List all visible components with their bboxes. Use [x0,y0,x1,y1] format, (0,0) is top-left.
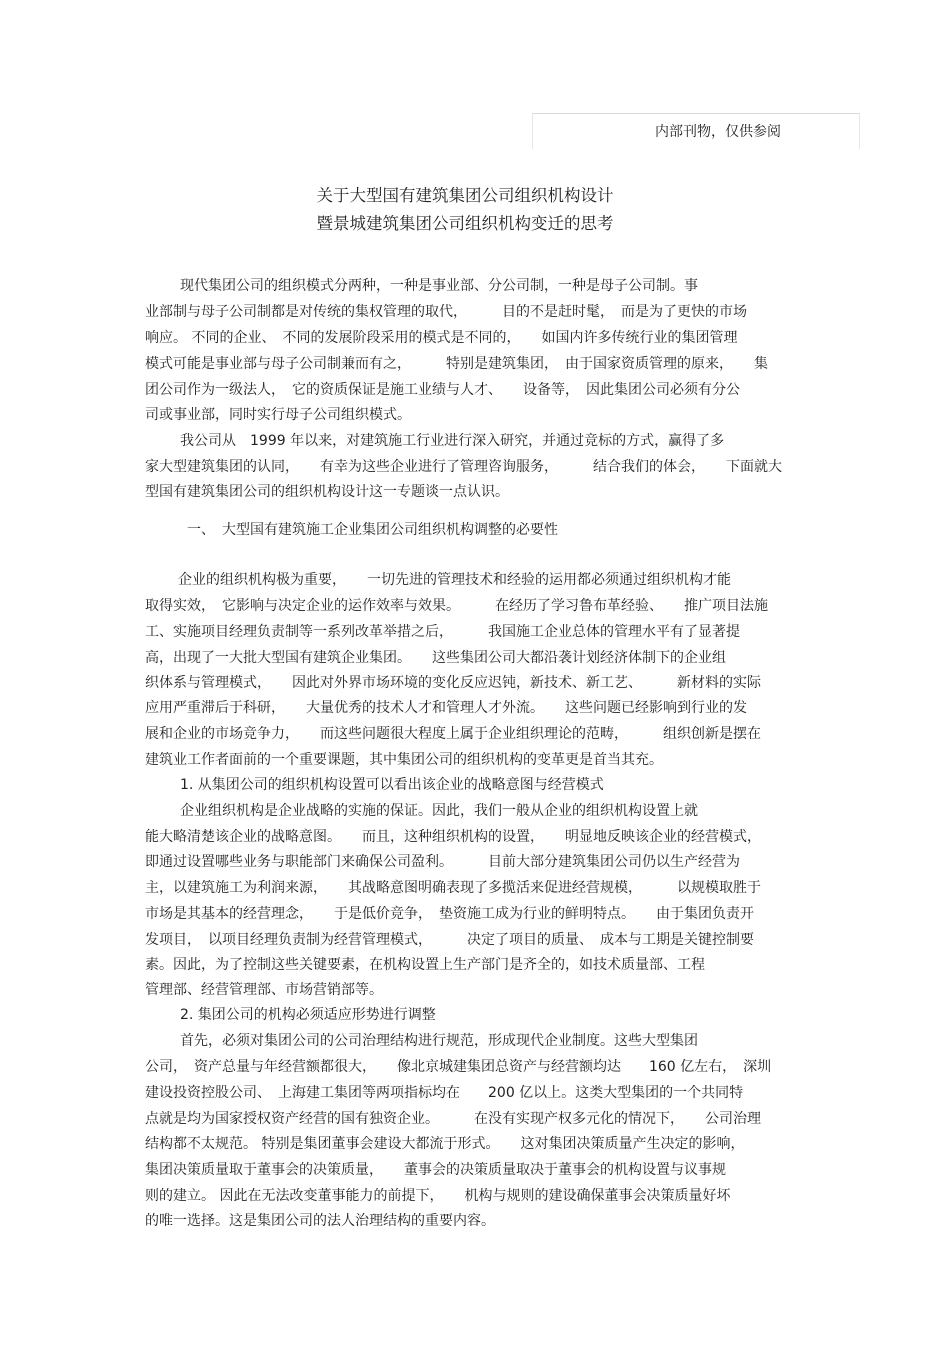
body-line: 即通过设置哪些业务与职能部门来确保公司盈利。 目前大部分建筑集团公司仍以生产经营为 [145,854,740,870]
body-line: 建筑业工作者面前的一个重要课题，其中集团公司的组织机构的变革更是首当其充。 [145,752,663,768]
title-line-2: 暨景城建筑集团公司组织机构变迁的思考 [316,214,614,233]
subsection-heading: 2. 集团公司的机构必须适应形势进行调整 [180,1007,436,1023]
body-line: 型国有建筑集团公司的组织机构设计这一专题谈一点认识。 [145,484,509,500]
body-line: 团公司作为一级法人， 它的资质保证是施工业绩与人才、 设备等， 因此集团公司必须有分公 [145,382,740,398]
body-line: 则的建立。 因此在无法改变董事能力的前提下， 机构与规则的建设确保董事会决策质量好坏 [145,1188,731,1204]
body-line: 我公司从 1999 年以来，对建筑施工行业进行深入研究，并通过竞标的方式，赢得了多 [180,433,725,449]
body-line: 公司， 资产总量与年经营额都很大， 像北京城建集团总资产与经营额均达 160 亿左右， 深圳 [145,1059,772,1075]
body-line: 企业组织机构是企业战略的实施的保证。因此，我们一般从企业的组织机构设置上就 [180,803,698,819]
body-line: 响应。 不同的企业、 不同的发展阶段采用的模式是不同的， 如国内许多传统行业的集团管理 [145,330,738,346]
body-line: 应用严重滞后于科研， 大量优秀的技术人才和管理人才外流。 这些问题已经影响到行业的发 [145,700,747,716]
body-line: 业部制与母子公司制都是对传统的集权管理的取代， 目的不是赶时髦， 而是为了更快的市场 [145,304,747,320]
body-line: 司或事业部，同时实行母子公司组织模式。 [145,407,411,423]
title-line-1: 关于大型国有建筑集团公司组织机构设计 [316,186,614,205]
body-line: 市场是其基本的经营理念， 于是低价竞争， 垫资施工成为行业的鲜明特点。 由于集团负责开 [145,906,754,922]
body-line: 集团决策质量取于董事会的决策质量， 董事会的决策质量取决于董事会的机构设置与议事规 [145,1162,726,1178]
body-line: 素。因此，为了控制这些关键要素，在机构设置上生产部门是齐全的，如技术质量部、工程 [145,957,705,973]
body-line: 管理部、经营管理部、市场营销部等。 [145,982,383,998]
body-line: 点就是均为国家授权资产经营的国有独资企业。 在没有实现产权多元化的情况下， 公司治理 [145,1111,761,1127]
body-line: 建设投资控股公司、 上海建工集团等两项指标均在 200 亿以上。这类大型集团的一个共同特 [145,1085,744,1101]
body-line: 能大略清楚该企业的战略意图。 而且，这种组织机构的设置， 明显地反映该企业的经营模式， [145,829,761,845]
subsection-heading: 1. 从集团公司的组织机构设置可以看出该企业的战略意图与经营模式 [180,777,604,793]
body-line: 模式可能是事业部与母子公司制兼而有之， 特别是建筑集团， 由于国家资质管理的原来， 集 [145,356,768,372]
header-note: 内部刊物，仅供参阅 [655,124,781,140]
body-line: 工、实施项目经理负责制等一系列改革举措之后， 我国施工企业总体的管理水平有了显著提 [145,624,740,640]
body-line: 织体系与管理模式， 因此对外界市场环境的变化反应迟钝，新技术、新工艺、 新材料的实际 [145,675,761,691]
body-line: 首先，必须对集团公司的公司治理结构进行规范，形成现代企业制度。这些大型集团 [180,1033,698,1049]
body-line: 企业的组织机构极为重要， 一切先进的管理技术和经验的运用都必须通过组织机构才能 [178,572,731,588]
body-line: 高，出现了一大批大型国有建筑企业集团。 这些集团公司大都沿袭计划经济体制下的企业组 [145,650,726,666]
body-line: 现代集团公司的组织模式分两种，一种是事业部、分公司制，一种是母子公司制。事 [180,278,698,294]
body-line: 展和企业的市场竞争力， 而这些问题很大程度上属于企业组织理论的范畴， 组织创新是摆在 [145,726,761,742]
body-line: 发项目， 以项目经理负责制为经营管理模式， 决定了项目的质量、 成本与工期是关键控制要 [145,932,754,948]
body-line: 主，以建筑施工为利润来源， 其战略意图明确表现了多揽活来促进经营规模， 以规模取胜于 [145,880,761,896]
body-line: 取得实效， 它影响与决定企业的运作效率与效果。 在经历了学习鲁布革经验、 推广项目法施 [145,598,768,614]
body-line: 家大型建筑集团的认同， 有幸为这些企业进行了管理咨询服务， 结合我们的体会， 下面就大 [145,459,782,475]
body-line: 结构都不太规范。 特别是集团董事会建设大都流于形式。 这对集团决策质量产生决定的影响， [145,1136,745,1152]
section-heading: 一、 大型国有建筑施工企业集团公司组织机构调整的必要性 [187,522,558,538]
body-line: 的唯一选择。这是集团公司的法人治理结构的重要内容。 [145,1213,495,1229]
